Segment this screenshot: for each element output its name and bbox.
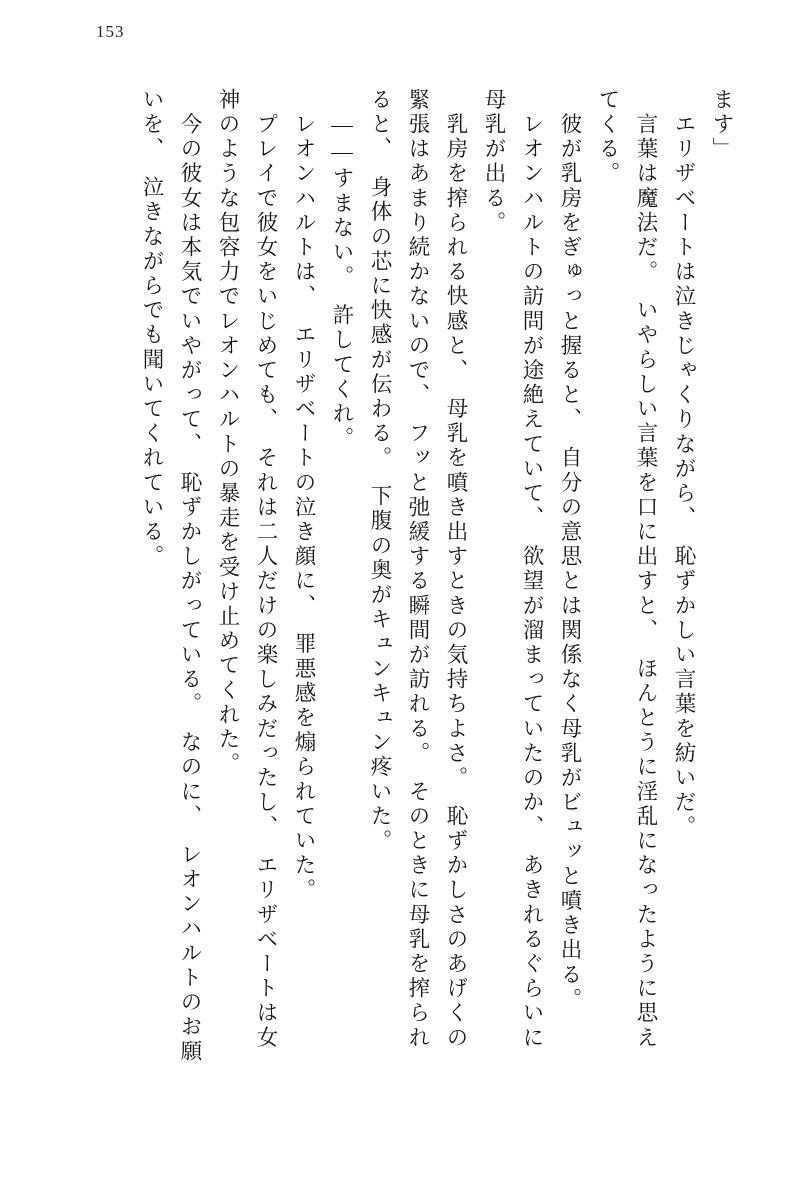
text-line: いを、 泣きながらでも聞いてくれている。 (140, 88, 164, 570)
text-line: 今の彼女は本気でいやがって、 恥ずかしがっている。 なのに、 レオンハルトのお願 (178, 88, 202, 1065)
text-line: ――すまない。 許してくれ。 (330, 88, 354, 452)
text-line: ます」 (710, 88, 734, 162)
text-line: 緊張はあまり続かないので、 フッと弛緩する瞬間が訪れる。 そのときに母乳を搾られ (406, 88, 430, 1051)
text-line: 言葉は魔法だ。 いやらしい言葉を口に出すと、 ほんとうに淫乱になったように思え (634, 88, 658, 1051)
text-line: レオンハルトの訪問が途絶えていて、 欲望が溜まっていたのか、 あきれるぐらいに (520, 88, 544, 1051)
text-line: 乳房を搾られる快感と、 母乳を噴き出すときの気持ちよさ。 恥ずかしさのあげくの (444, 88, 468, 1051)
text-line: ると、 身体の芯に快感が伝わる。 下腹の奥がキュンキュン疼いた。 (368, 88, 392, 854)
text-line: てくる。 (596, 88, 620, 187)
page-number: 153 (96, 22, 125, 41)
text-line: 神のような包容力でレオンハルトの暴走を受け止めてくれた。 (216, 88, 240, 777)
body-text-block (54, 88, 732, 1158)
text-line: 母乳が出る。 (482, 88, 506, 236)
text-line: エリザベートは泣きじゃくりながら、 恥ずかしい言葉を紡いだ。 (672, 88, 696, 840)
text-line: レオンハルトは、 エリザベートの泣き顔に、 罪悪感を煽られていた。 (292, 88, 316, 903)
text-line: プレイで彼女をいじめても、 それは二人だけの楽しみだったし、 エリザベートは女 (254, 88, 278, 1051)
text-line: 彼が乳房をぎゅっと握ると、 自分の意思とは関係なく母乳がビュッと噴き出る。 (558, 88, 582, 1013)
